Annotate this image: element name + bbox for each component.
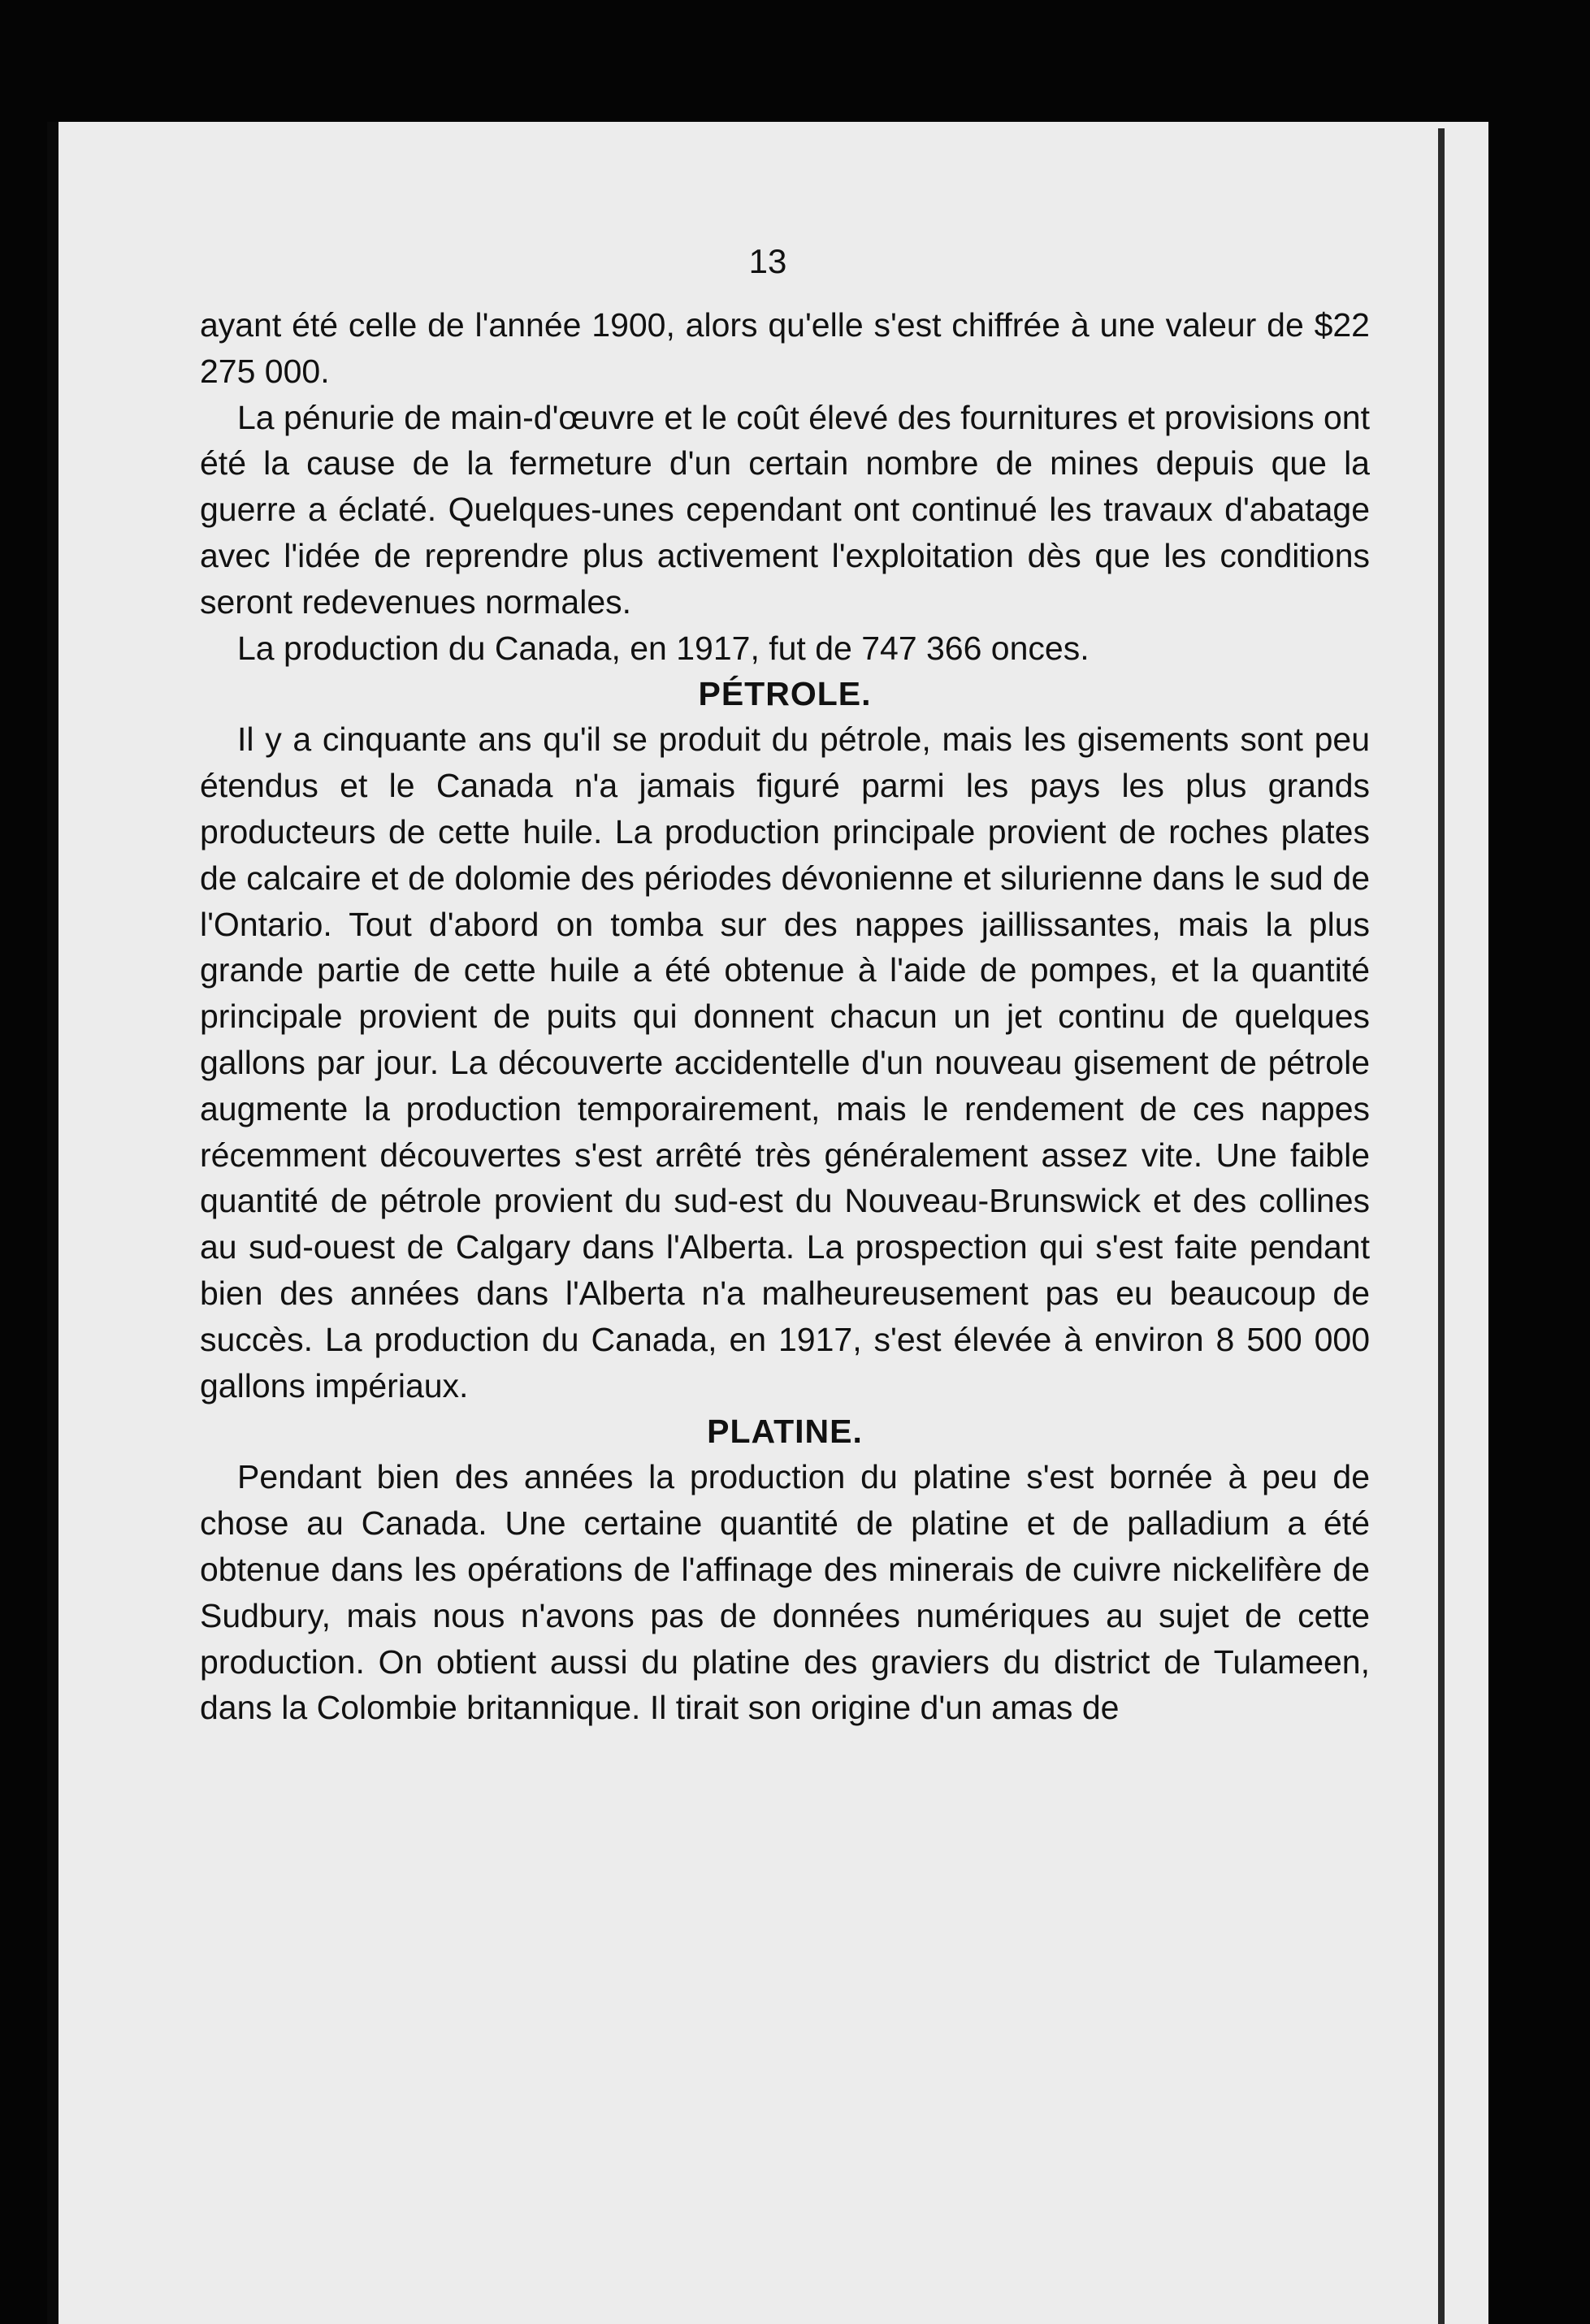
binding-edge (47, 122, 58, 2324)
section-heading-platine: PLATINE. (707, 1413, 863, 1451)
paragraph-platine: Pendant bien des années la production du platine s'est bornée à peu de chose au Canada. Une certaine quantité de platine et de palladium a été obtenue dans les opérations de l'affinage des minerais de cuivre nickelifère de Sudbury, mais nous n'avons pas de données numériques au sujet de cette production. On obtient aussi du platine des graviers du district de Tulameen, dans la Colombie britannique. Il tirait son origine d'un amas de (200, 1458, 1370, 1727)
page-number: 13 (748, 242, 787, 280)
paragraph-labour-shortage: La pénurie de main-d'œuvre et le coût élevé des fournitures et provisions ont été la cause de la fermeture d'un certain nombre de mines depuis que la guerre a éclaté. Quelques-unes cependant ont continué les travaux d'abatage avec l'idée de reprendre plus activement l'exploitation dès que les conditions seront redevenues normales. (200, 398, 1370, 621)
scanned-page (47, 122, 1488, 2324)
page-right-edge (1438, 128, 1445, 2324)
paragraph-continued: ayant été celle de l'année 1900, alors qu'elle s'est chiffrée à une valeur de $22 275 000. (200, 306, 1370, 390)
paragraph-production-1917: La production du Canada, en 1917, fut de 747 366 onces. (237, 629, 1090, 667)
paragraph-petrole: Il y a cinquante ans qu'il se produit du pétrole, mais les gisements sont peu étendus et le Canada n'a jamais figuré parmi les pays les plus grands producteurs de cette huile. La production principale provient de roches plates de calcaire et de dolomie des périodes dévonienne et silurienne dans le sud de l'Ontario. Tout d'abord on tomba sur des nappes jaillissantes, mais la plus grande partie de cette huile a été obtenue à l'aide de pompes, et la quantité principale provient de puits qui donnent chacun un jet continu de quelques gallons par jour. La découverte accidentelle d'un nouveau gisement de pétrole augmente la production temporairement, mais le rendement de ces nappes récemment découvertes s'est arrêté très généralement assez vite. Une faible quantité de pétrole provient du sud-est du Nouveau-Brunswick et des collines au sud-ouest de Calgary dans l'Alberta. La prospection qui s'est faite pendant bien des années dans l'Alberta n'a malheureusement pas eu beaucoup de succès. La production du Canada, en 1917, s'est élevée à environ 8 500 000 gallons impériaux. (200, 721, 1370, 1404)
page-body (200, 302, 1370, 1731)
section-heading-petrole: PÉTROLE. (698, 675, 872, 713)
